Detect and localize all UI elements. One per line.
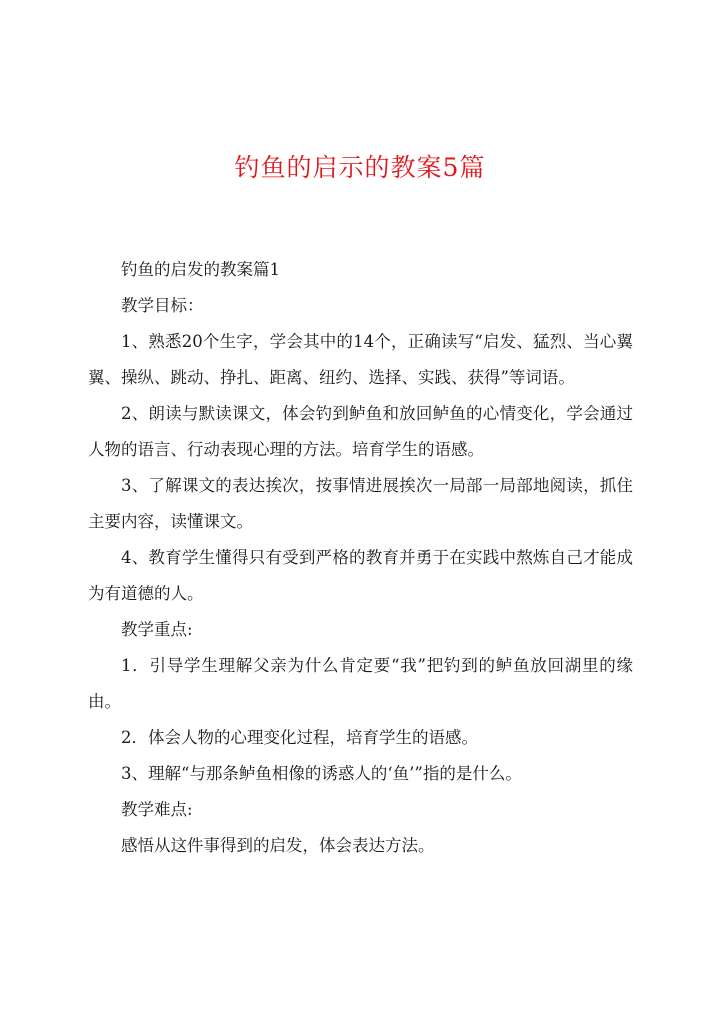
objective-2: 2、朗读与默读课文，体会钓到鲈鱼和放回鲈鱼的心情变化，学会通过人物的语言、行动表现心理的方法。培育学生的语感。	[88, 404, 633, 459]
objective-4: 4、教育学生懂得只有受到严格的教育并勇于在实践中熬炼自己才能成为有道德的人。	[88, 548, 633, 603]
objective-3: 3、了解课文的表达挨次，按事情进展挨次一局部一局部地阅读，抓住主要内容，读懂课文。	[88, 476, 633, 531]
key-point-3: 3、理解“与那条鲈鱼相像的诱惑人的‘鱼’”指的是什么。	[121, 764, 522, 783]
document-body	[88, 252, 633, 864]
document-title: 钓鱼的启示的教案5篇	[234, 153, 486, 182]
key-points-heading: 教学重点:	[121, 620, 193, 639]
section-heading: 钓鱼的启发的教案篇1	[121, 260, 280, 279]
key-point-2: 2．体会人物的心理变化过程，培育学生的语感。	[121, 728, 478, 747]
objective-1: 1、熟悉20个生字，学会其中的14个，正确读写“启发、猛烈、当心翼翼、操纵、跳动、挣扎、距离、纽约、选择、实践、获得”等词语。	[88, 332, 633, 387]
key-point-1: 1．引导学生理解父亲为什么肯定要“我”把钓到的鲈鱼放回湖里的缘由。	[88, 656, 633, 711]
objectives-heading: 教学目标：	[121, 296, 204, 315]
difficulty-1: 感悟从这件事得到的启发，体会表达方法。	[121, 836, 435, 855]
difficulties-heading: 教学难点:	[121, 800, 193, 819]
